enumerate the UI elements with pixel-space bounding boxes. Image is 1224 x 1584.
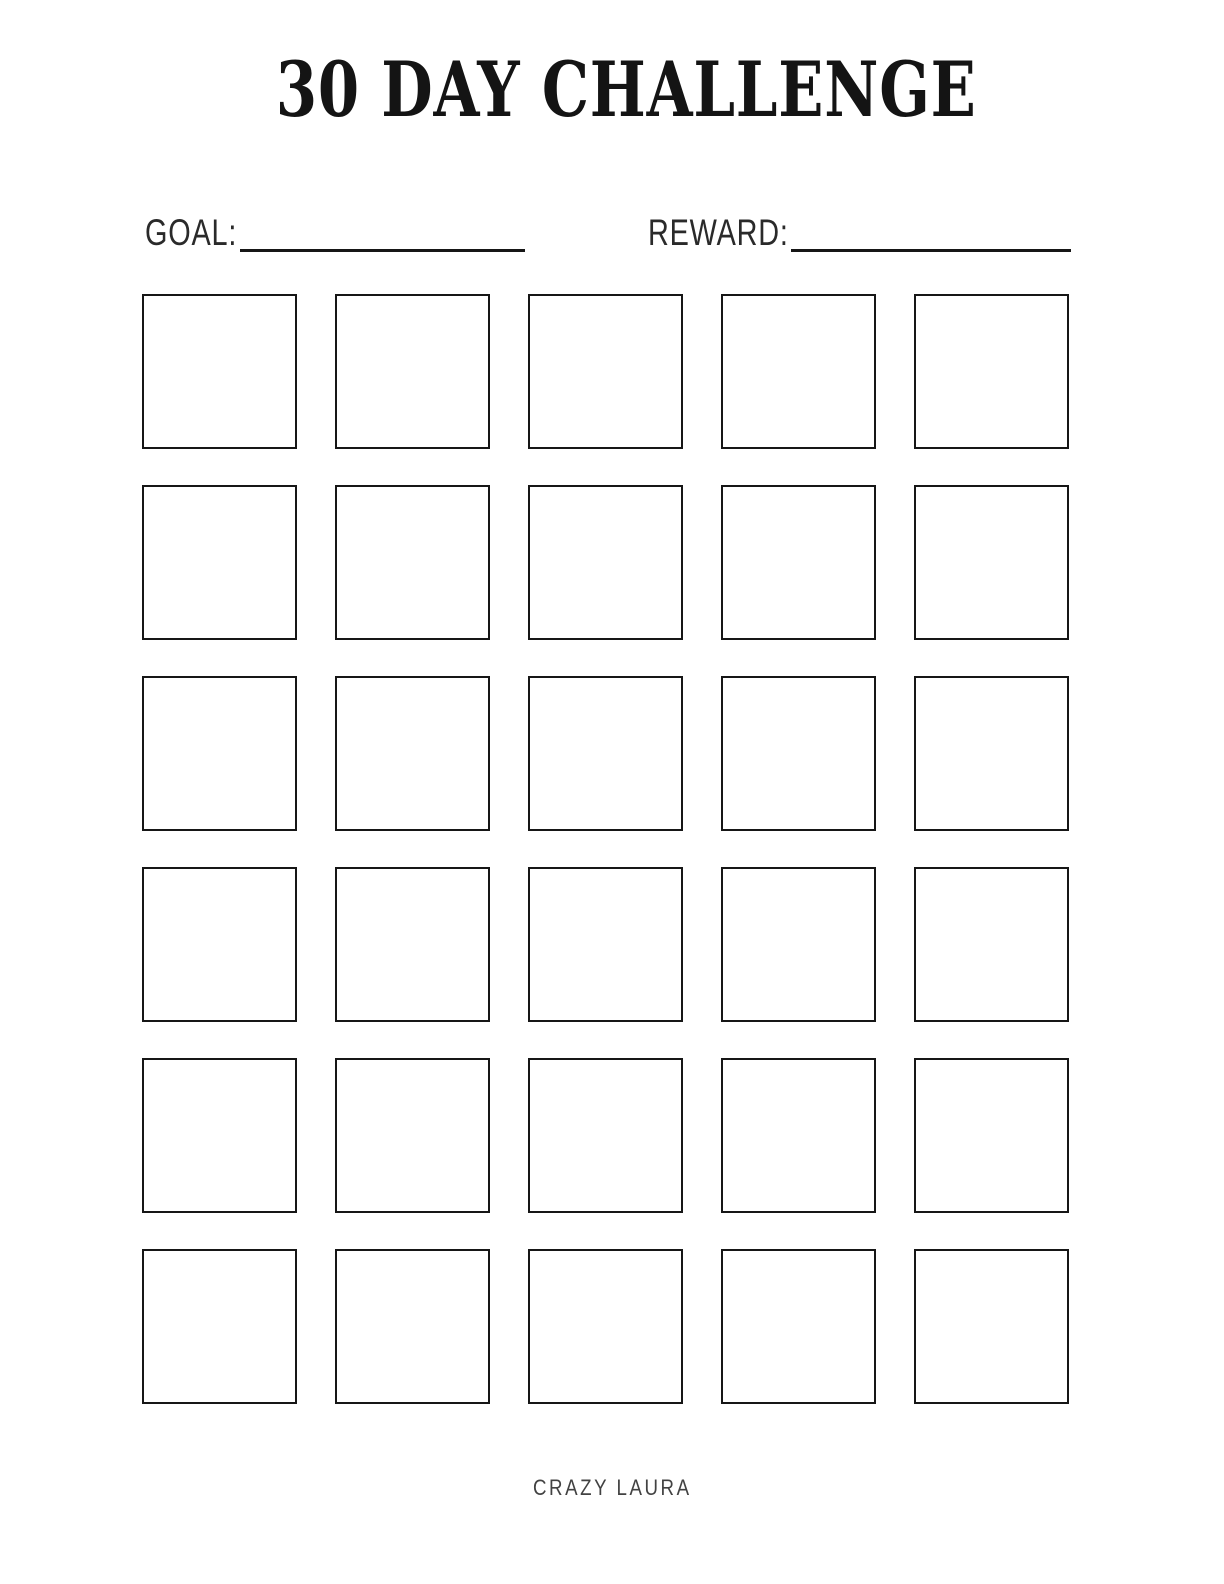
day-box: [528, 1058, 683, 1213]
day-box: [914, 294, 1069, 449]
day-box: [914, 1058, 1069, 1213]
day-box: [528, 867, 683, 1022]
page-title: [28, 45, 1224, 134]
brand-footer-text: CRAZY LAURA: [532, 1475, 692, 1500]
day-box: [721, 867, 876, 1022]
day-box: [528, 676, 683, 831]
goal-label: GOAL:: [145, 212, 238, 253]
day-box: [721, 1058, 876, 1213]
day-box: [142, 676, 297, 831]
day-box: [335, 1058, 490, 1213]
day-box: [142, 485, 297, 640]
day-box: [335, 485, 490, 640]
reward-blank-line: [791, 249, 1071, 252]
day-box: [914, 676, 1069, 831]
day-box: [335, 676, 490, 831]
day-box: [142, 1058, 297, 1213]
reward-label: REWARD:: [648, 212, 789, 253]
goal-blank-line: [240, 249, 525, 252]
day-box: [335, 1249, 490, 1404]
day-box: [528, 294, 683, 449]
day-grid: [142, 294, 1069, 1404]
day-box: [914, 867, 1069, 1022]
day-box: [721, 676, 876, 831]
day-box: [721, 294, 876, 449]
day-box: [335, 294, 490, 449]
day-box: [914, 1249, 1069, 1404]
day-box: [142, 867, 297, 1022]
day-box: [721, 1249, 876, 1404]
day-box: [335, 867, 490, 1022]
day-box: [528, 485, 683, 640]
day-box: [721, 485, 876, 640]
page-title-text: 30 DAY CHALLENGE: [275, 45, 977, 134]
day-box: [142, 1249, 297, 1404]
day-box: [528, 1249, 683, 1404]
brand-footer: [0, 1477, 1224, 1499]
day-box: [142, 294, 297, 449]
day-box: [914, 485, 1069, 640]
